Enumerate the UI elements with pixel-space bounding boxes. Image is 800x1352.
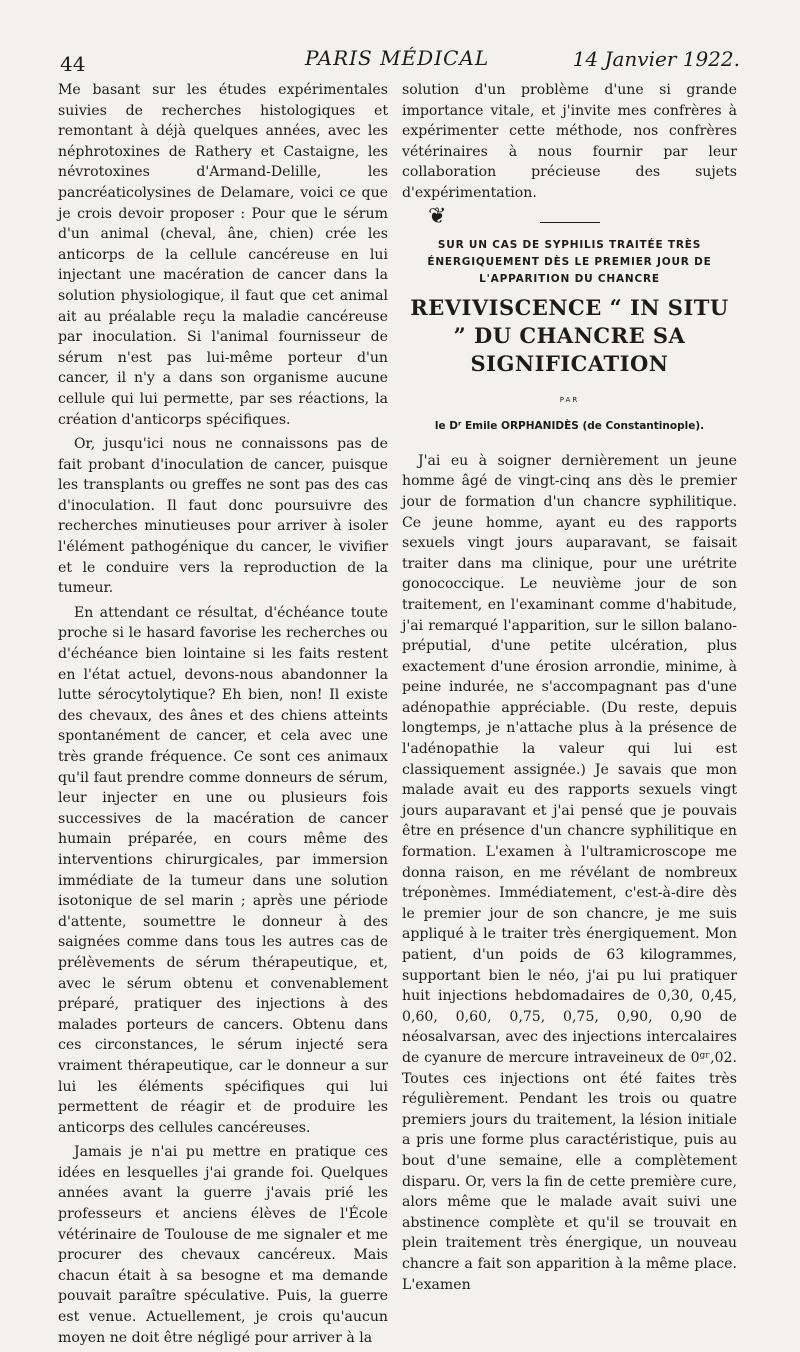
paragraph: Jamais je n'ai pu mettre en pratique ces idées en lesquelles j'ai grande foi. Quelques années avant la guerre j'avais prié les professeurs et anciens élèves de l'École vétérinaire de Toulouse de me signaler et me procurer des chevaux cancéreux. Mais chacun était à sa besogne et ma demande pouvait paraître spéculative. Puis, la guerre est venue. Actuellement, je crois qu'aucun moyen ne doit être négligé pour arriver à la xyxy=(58,1144,388,1346)
fleuron-icon: ❦ xyxy=(428,203,447,229)
article-author: le Dʳ Emile ORPHANIDÈS (de Constantinople). xyxy=(434,420,705,433)
issue-date: 14 Janvier 1922. xyxy=(572,47,740,71)
paragraph-continued: solution d'un problème d'une si grande importance vitale, et j'invite mes confrères à expérimenter cette méthode, nos confrères vétérinaires à nous fournir par leur collaboration précieuse des sujets d'expérimentation. xyxy=(402,82,737,201)
right-column xyxy=(402,80,737,1299)
article-kicker: SUR UN CAS DE SYPHILIS TRAITÉE TRÈS ÉNERGIQUEMENT DÈS LE PREMIER JOUR DE L'APPARITION DU CHANCRE xyxy=(427,238,712,285)
article-headline: REVIVISCENCE “ IN SITU ” DU CHANCRE SA SIGNIFICATION xyxy=(410,294,729,376)
byline-par: PAR xyxy=(559,395,580,404)
page-number: 44 xyxy=(60,52,86,76)
running-title: PARIS MÉDICAL xyxy=(305,46,490,70)
paragraph: En attendant ce résultat, d'échéance toute proche si le hasard favorise les recherches ou d'échéance bien lointaine si les faits restent en l'état actuel, devons-nous abandonner la lutte sérocytolytique? Eh bien, non! Il existe des chevaux, des ânes et des chiens atteints spontanément de cancer, et cela avec une très grande fréquence. Ce sont ces animaux qu'il faut prendre comme donneurs de sérum, leur injecter en une ou plusieurs fois successives de la macération de cancer humain préparée, en cours même des interventions chirurgicales, par immersion immédiate de la tumeur dans une solution isotonique de sel marin ; après une période d'attente, soumettre le donneur à des saignées comme dans tous les autres cas de prélèvements de sérum thérapeutique, et, avec le sérum obtenu et convenablement préparé, pratiquer des injections à des malades porteurs de cancers. Obtenu dans ces circonstances, le sérum injecté sera vraiment thérapeutique, car le donneur a sur lui les éléments spécifiques qui lui permettent de réagir et de produire les anticorps des cellules cancéreuses. xyxy=(58,604,388,1136)
left-column xyxy=(58,80,388,1352)
paragraph: Or, jusqu'ici nous ne connaissons pas de fait probant d'inoculation de cancer, puisque les transplants ou greffes ne sont pas des cas d'inoculation. Il faut donc poursuivre des recherches minutieuses pour arriver à isoler l'élément pathogénique du cancer, le vivifier et le conduire vers la reproduction de la tumeur. xyxy=(58,436,388,597)
paragraph: Me basant sur les études expérimentales suivies de recherches histologiques et remontant à déjà quelques années, avec les néphrotoxines de Rathery et Castaigne, les névrotoxines d'Armand-Delille, les pancréaticolysines de Delamare, voici ce que je crois devoir proposer : Pour que le sérum d'un animal (cheval, âne, chien) crée les anticorps de la cellule cancéreuse en lui injectant une macération de cancer dans la solution physiologique, il faut que cet animal ait au préalable reçu la maladie cancéreuse par inoculation. Si l'animal fournisseur de sérum n'est pas lui-même porteur d'un cancer, il n'y a dans son organisme aucune cellule qui lui permette, par ses réactions, la création d'anticorps spécifiques. xyxy=(58,82,388,428)
paragraph: J'ai eu à soigner dernièrement un jeune homme âgé de vingt-cinq ans dès le premier jour de formation d'un chancre syphilitique. Ce jeune homme, ayant eu des rapports sexuels vingt jours auparavant, se faisait traiter dans ma clinique, pour une urétrite gonococcique. Le neuvième jour de son traitement, en l'examinant comme d'habitude, j'ai remarqué l'apparition, sur le sillon balano-préputial, d'une petite ulcération, plus exactement d'une érosion arrondie, minime, à peine indurée, ne s'accompagnant pas d'une adénopathie appréciable. (Du reste, depuis longtemps, je n'attache plus à la présence de l'adénopathie la valeur qui lui est classiquement assignée.) Je savais que mon malade avait eu des rapports sexuels vingt jours auparavant et j'ai pensé que je pouvais être en présence d'un chancre syphilitique en formation. L'examen à l'ultramicroscope me donna raison, en me révélant de nombreux tréponèmes. Immédiatement, c'est-à-dire dès le premier jour de son chancre, je me suis appliqué à le traiter très énergiquement. Mon patient, d'un poids de 63 kilogrammes, supportant bien le néo, j'ai pu lui pratiquer huit injections hebdomadaires de 0,30, 0,45, 0,60, 0,60, 0,75, 0,75, 0,90, 0,90 de néosalvarsan, avec des injections intercalaires de cyanure de mercure intraveineux de 0ᵍʳ,02. Toutes ces injections ont été faites très régulièrement. Pendant les trois ou quatre premiers jours du traitement, la lésion initiale a pris une forme plus caractéristique, puis au bout d'une semaine, elle a complètement disparu. Or, vers la fin de cette première cure, alors même que le malade avait suivi une abstinence complète et qu'il se trouvait en plein traitement très énergique, un nouveau chancre a fait son apparition à la même place. L'examen xyxy=(402,452,737,1293)
section-divider xyxy=(540,222,600,223)
